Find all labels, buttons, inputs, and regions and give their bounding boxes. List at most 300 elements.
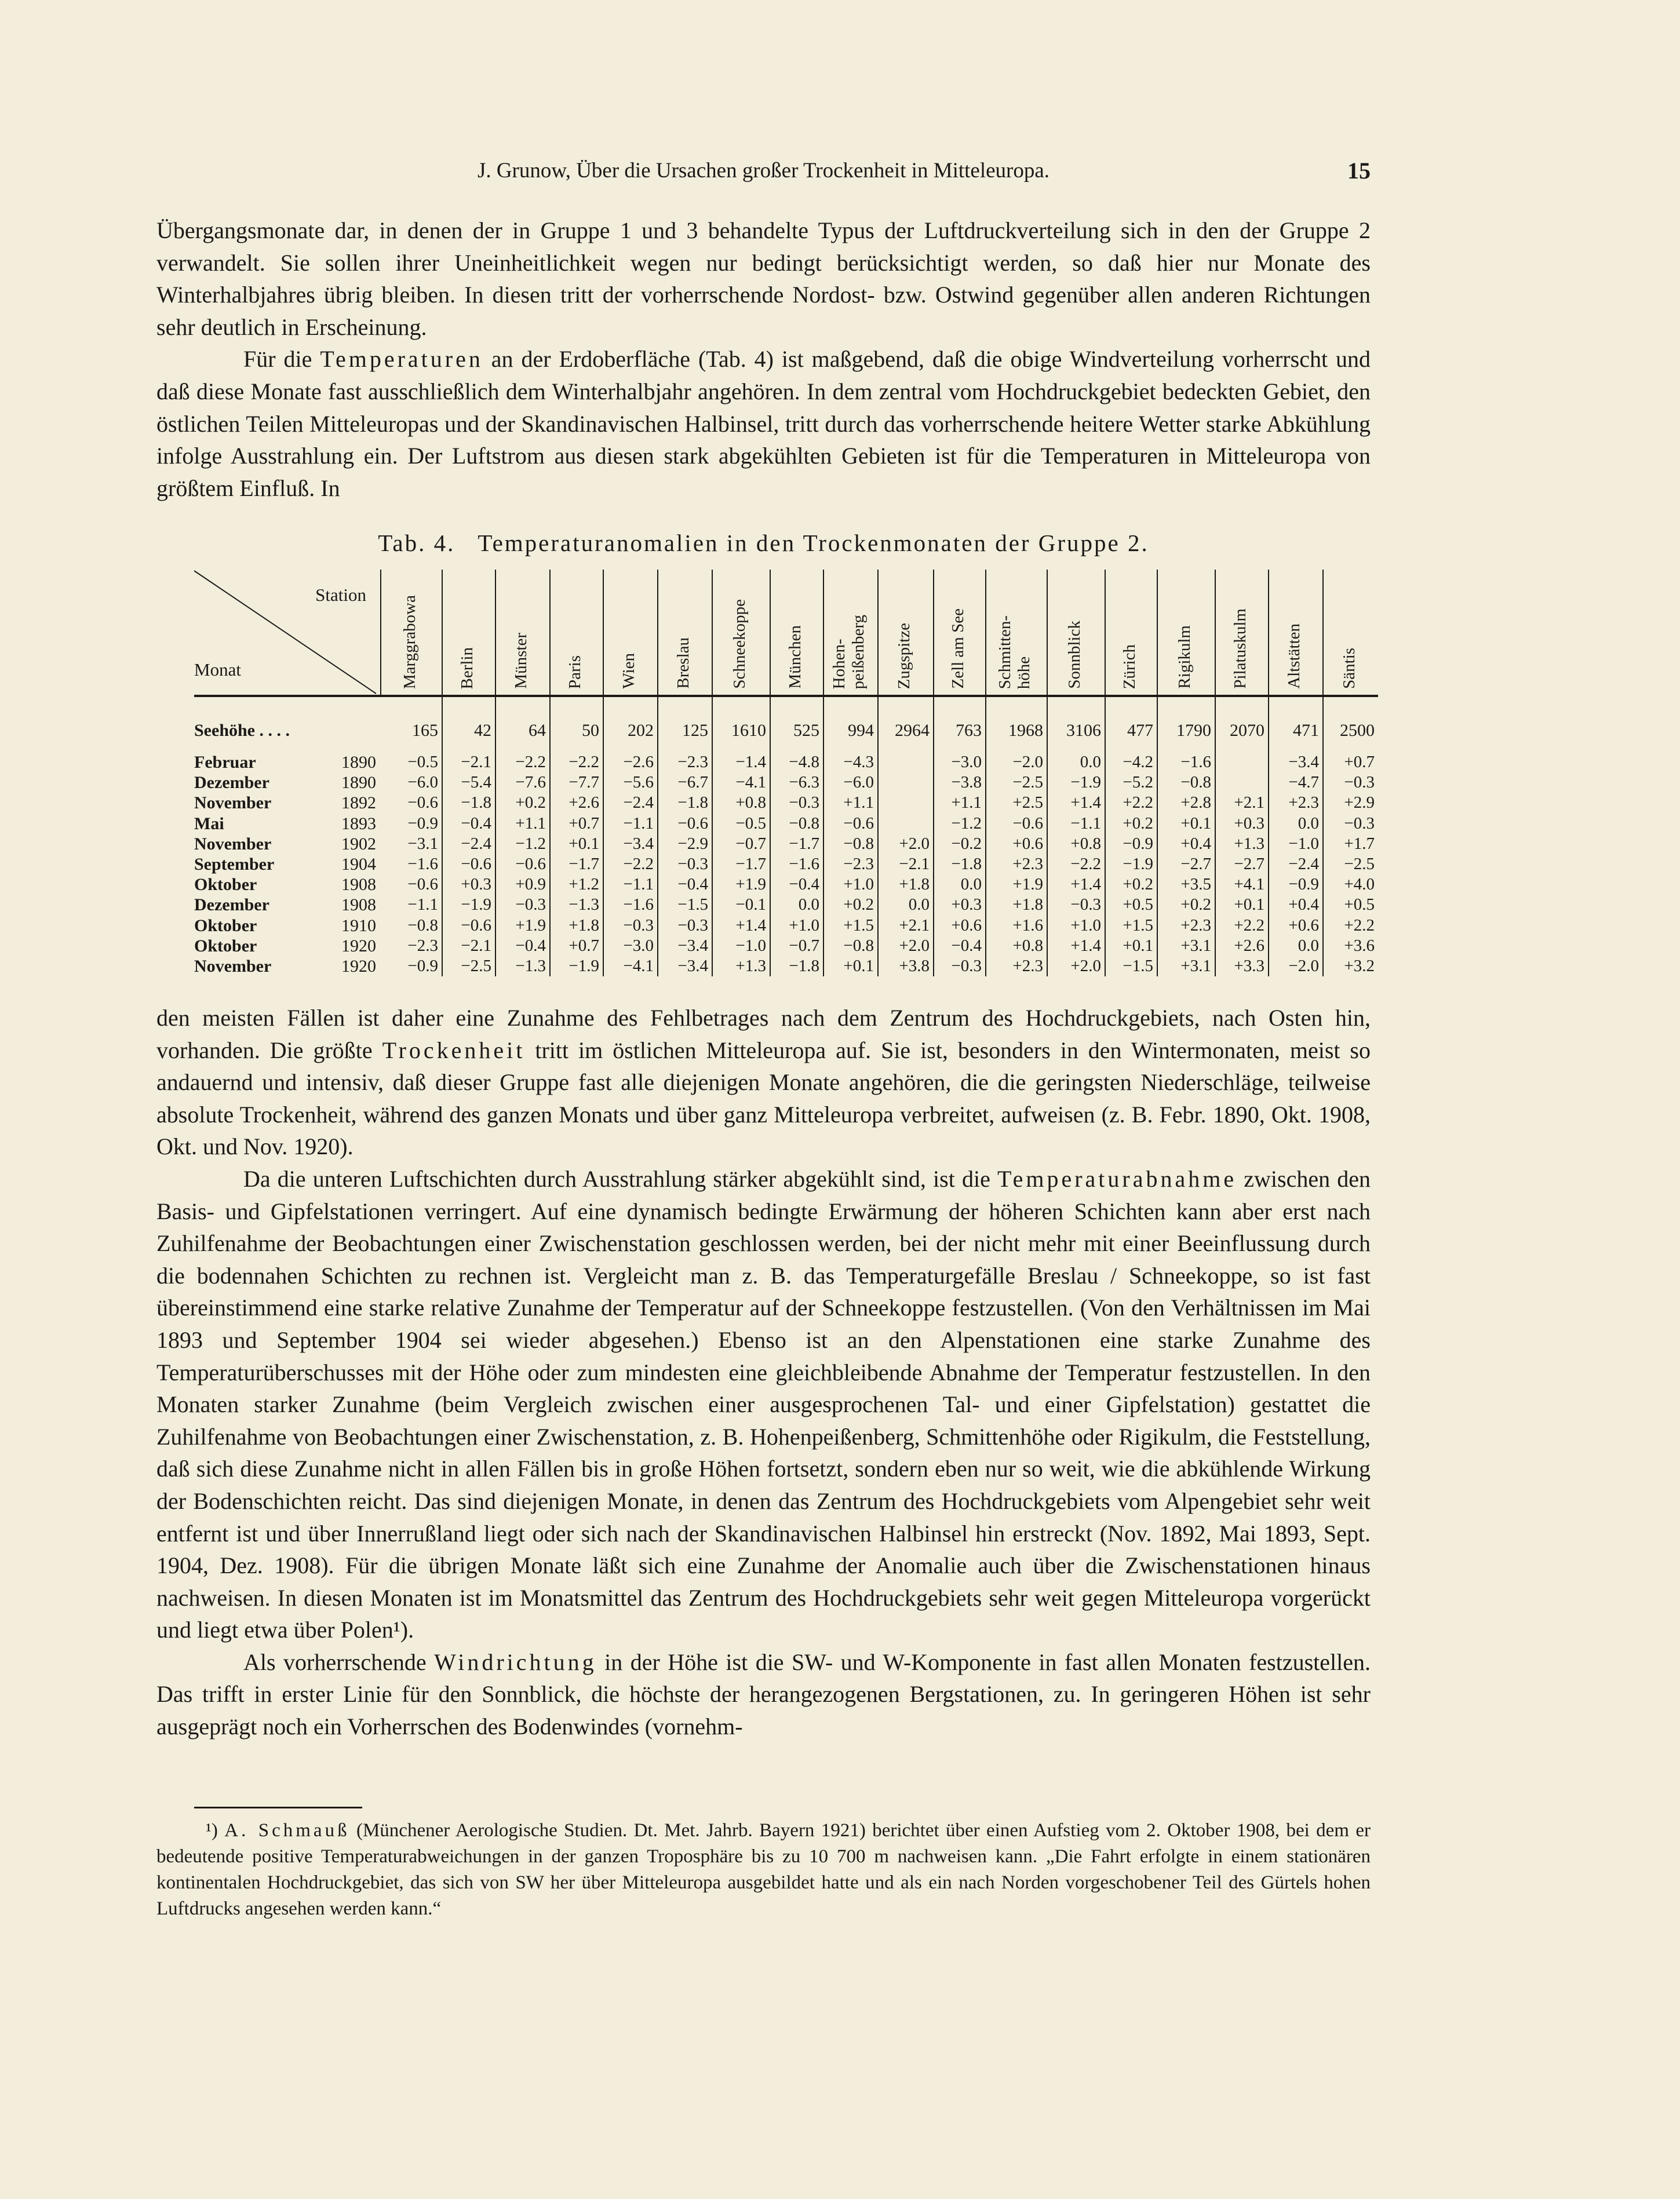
anomaly-value: −4.1 xyxy=(603,956,658,976)
elevation-value: 471 xyxy=(1269,696,1323,752)
anomaly-value: +2.2 xyxy=(1344,916,1375,935)
anomaly-value: −2.7 xyxy=(1157,854,1215,874)
elevation-value: 50 xyxy=(550,696,603,752)
spaced-term: Windrichtung xyxy=(434,1649,597,1675)
anomaly-value xyxy=(878,814,934,834)
anomaly-value: −0.3 xyxy=(1344,814,1375,833)
anomaly-value: +0.1 xyxy=(1215,895,1269,915)
anomaly-value: +0.7 xyxy=(550,814,603,834)
text-run: Übergangsmonate dar, in denen der in Gruppe 1 und 3 behandelte Typus der Luftdruckverteilung sich in den der Gruppe 2 verwandelt. Sie sollen ihrer Uneinheitlichkeit wegen nur bedingt berücksichtigt werden, so daß hier nur Monate des Winterhalbjahres übrig bleiben. In diesen tritt der vorherrschende Nordost- bzw. Ostwind gegenüber allen anderen Richtungen sehr deutlich in Erscheinung. xyxy=(156,217,1371,340)
month-label: September xyxy=(194,855,275,874)
anomaly-value: +3.3 xyxy=(1215,956,1269,976)
elevation-value: 202 xyxy=(603,696,658,752)
anomaly-value: −0.3 xyxy=(658,916,712,936)
anomaly-value: −0.3 xyxy=(770,793,823,813)
anomaly-value: −0.6 xyxy=(442,916,495,936)
anomaly-value: −2.4 xyxy=(1269,854,1323,874)
text-run: an der Erdoberfläche (Tab. 4) ist maßgebend, daß die obige Windverteilung vorherrscht und daß diese Monate fast ausschließlich dem Winterhalbjahr angehören. In dem zentral vom Hochdruckgebiet bedeckten Gebiet, den östlichen Teilen Mitteleuropas und der Skandinavischen Halbinsel, tritt durch das vorherrschende heitere Wetter starke Abkühlung infolge Ausstrahlung ein. Der Luftstrom aus diesen stark abgekühlten Gebieten ist für die Temperaturen in Mitteleuropa von größtem Einfluß. In xyxy=(156,346,1371,501)
anomaly-value: −1.1 xyxy=(603,874,658,895)
anomaly-value: +0.3 xyxy=(442,874,495,895)
elevation-value: 525 xyxy=(770,696,823,752)
elevation-value: 42 xyxy=(442,696,495,752)
table-row xyxy=(194,895,1378,915)
anomaly-value: −0.8 xyxy=(770,814,823,834)
station-header-wrap xyxy=(443,570,491,695)
footnote-marker: ¹) xyxy=(206,1820,225,1841)
anomaly-value: +0.2 xyxy=(495,793,550,813)
anomaly-value: +1.3 xyxy=(1215,834,1269,854)
text-run: zwischen den Basis- und Gipfelstationen verringert. Auf eine dynamisch bedingte Erwärmung der höheren Schichten kann aber erst nach Zuhilfenahme der Beobachtungen einer Zwischenstation geschlossen werden, bei der nicht mehr mit einer Beeinflussung durch die bodennahen Schichten zu rechnen ist. Vergleicht man z. B. das Temperaturgefälle Breslau / Schneekoppe, so ist fast übereinstimmend eine starke relative Zunahme der Temperatur auf der Schneekoppe festzustellen. (Von den Verhältnissen im Mai 1893 und September 1904 sei wieder abgesehen.) Ebenso ist an den Alpenstationen eine starke Zunahme des Temperaturüberschusses mit der Höhe oder zum mindesten eine gleichbleibende Abnahme der Temperatur festzustellen. In den Monaten starker Zunahme (beim Vergleich zwischen einer ausgesprochenen Tal- und einer Gipfelstation) gestattet die Zuhilfenahme von Beobachtungen einer Zwischenstation, z. B. Hohenpeißenberg, Schmittenhöhe oder Rigikulm, die Feststellung, daß sich diese Zunahme nicht in allen Fällen bis in große Höhen fortsetzt, sondern eben nur so weit, wie die abkühlende Wirkung der Bodenschichten reicht. Das sind diejenigen Monate, in denen das Zentrum des Hochdruckgebiets vom Alpengebiet sehr weit entfernt ist und über Innerrußland liegt oder sich nach der Skandinavischen Halbinsel hin erstreckt (Nov. 1892, Mai 1893, Sept. 1904, Dez. 1908). Für die übrigen Monate läßt sich eine Zunahme der Anomalie auch über die Zwischenstationen hinaus nachweisen. In diesen Monaten ist im Monatsmittel das Zentrum des Hochdruckgebiets sehr weit gegen Mitteleuropa vorgerückt und liegt etwa über Polen¹). xyxy=(156,1165,1371,1643)
year-label: 1908 xyxy=(341,875,376,895)
station-header xyxy=(603,570,658,696)
station-header xyxy=(495,570,550,696)
anomaly-value: +2.3 xyxy=(986,956,1047,976)
station-name: Zell am See xyxy=(948,608,967,689)
anomaly-value: +4.1 xyxy=(1215,874,1269,895)
month-label: Oktober xyxy=(194,936,257,956)
anomaly-value: −1.8 xyxy=(442,793,495,813)
anomaly-value: −0.7 xyxy=(770,936,823,956)
anomaly-value: +2.1 xyxy=(878,916,934,936)
station-header-wrap xyxy=(658,570,708,695)
paragraph xyxy=(156,214,1371,343)
table-caption-title: Temperaturanomalien in den Trockenmonaten der Gruppe 2. xyxy=(478,530,1149,556)
anomaly-value: +0.2 xyxy=(1105,874,1157,895)
anomaly-value: −6.0 xyxy=(381,772,442,793)
table-row xyxy=(194,916,1378,936)
anomaly-value: −0.6 xyxy=(823,814,878,834)
anomaly-value: −1.7 xyxy=(712,854,770,874)
anomaly-value: −1.9 xyxy=(1047,772,1105,793)
anomaly-value: −0.4 xyxy=(934,936,986,956)
anomaly-value: −0.6 xyxy=(495,854,550,874)
anomaly-value: +0.1 xyxy=(823,956,878,976)
month-label: Dezember xyxy=(194,773,269,793)
anomaly-value: −0.4 xyxy=(442,814,495,834)
anomaly-value: +1.0 xyxy=(1047,916,1105,936)
anomaly-value: +0.7 xyxy=(550,936,603,956)
anomaly-value: −6.3 xyxy=(770,772,823,793)
anomaly-value: +0.6 xyxy=(934,916,986,936)
anomaly-value: −1.2 xyxy=(934,814,986,834)
anomaly-value xyxy=(878,793,934,813)
anomaly-value: −2.1 xyxy=(442,936,495,956)
elevation-label: Seehöhe . . . . xyxy=(194,721,290,740)
anomaly-value xyxy=(1215,752,1269,772)
anomaly-value: +0.6 xyxy=(1269,916,1323,936)
month-label: Oktober xyxy=(194,875,257,895)
month-label: November xyxy=(194,834,272,854)
anomaly-value: +1.1 xyxy=(934,793,986,813)
anomaly-value: +0.8 xyxy=(1047,834,1105,854)
year-label: 1893 xyxy=(341,814,376,833)
station-header xyxy=(1105,570,1157,696)
anomaly-value: −2.6 xyxy=(603,752,658,772)
elevation-value: 1968 xyxy=(986,696,1047,752)
anomaly-value: +1.9 xyxy=(712,874,770,895)
month-label: November xyxy=(194,793,272,813)
anomaly-value: −0.8 xyxy=(381,916,442,936)
anomaly-value: +1.6 xyxy=(986,916,1047,936)
anomaly-value: −0.7 xyxy=(712,834,770,854)
text-run: den meisten Fällen ist daher eine Zunahme des Fehlbetrages nach dem Zentrum des Hochdruckgebiets, nach Osten hin, vorhanden. Die größte xyxy=(156,1005,1371,1063)
station-name: München xyxy=(785,625,804,689)
station-name: Zugspitze xyxy=(894,622,913,689)
anomaly-value: +2.1 xyxy=(1215,793,1269,813)
anomaly-value: −3.1 xyxy=(381,834,442,854)
year-label: 1902 xyxy=(341,834,376,854)
year-label: 1892 xyxy=(341,793,376,813)
anomaly-value: −1.8 xyxy=(934,854,986,874)
footnote-author: A. Schmauß xyxy=(224,1820,350,1841)
anomaly-value: +3.2 xyxy=(1344,956,1375,975)
anomaly-value: +2.9 xyxy=(1344,793,1375,812)
footnote-rule xyxy=(194,1807,362,1808)
station-name: Zürich xyxy=(1120,644,1139,689)
anomaly-value: +2.0 xyxy=(878,834,934,854)
anomaly-value: −0.6 xyxy=(658,814,712,834)
anomaly-value: −0.6 xyxy=(442,854,495,874)
body-text-top xyxy=(156,214,1371,504)
station-header xyxy=(1269,570,1323,696)
year-label: 1920 xyxy=(341,956,376,976)
anomaly-value: 0.0 xyxy=(934,874,986,895)
elevation-value: 2070 xyxy=(1215,696,1269,752)
paragraph xyxy=(156,1163,1371,1646)
text-run: in der Höhe ist die SW- und W-Komponente in fast allen Monaten festzustellen. Das trifft in erster Linie für den Sonnblick, die höchste der herangezogenen Bergstationen, zu. In geringeren Höhen ist sehr ausgeprägt noch ein Vorherrschen des Bodenwindes (vornehm- xyxy=(156,1649,1371,1740)
anomaly-value: +0.1 xyxy=(550,834,603,854)
anomaly-value: +2.6 xyxy=(550,793,603,813)
elevation-value: 125 xyxy=(658,696,712,752)
station-header xyxy=(658,570,712,696)
station-header xyxy=(986,570,1047,696)
anomaly-value: −0.8 xyxy=(823,936,878,956)
table-caption xyxy=(156,528,1371,557)
anomaly-value: −4.2 xyxy=(1105,752,1157,772)
anomaly-value: +1.4 xyxy=(1047,936,1105,956)
anomaly-value: −0.3 xyxy=(658,854,712,874)
station-name: Hohen- peißenberg xyxy=(830,614,868,689)
station-name: Paris xyxy=(565,655,584,689)
table-row xyxy=(194,854,1378,874)
station-header-wrap xyxy=(934,570,982,695)
anomaly-value: +0.8 xyxy=(986,936,1047,956)
anomaly-value xyxy=(1215,772,1269,793)
anomaly-value: −2.5 xyxy=(1344,855,1375,874)
station-name: Breslau xyxy=(673,637,693,689)
anomaly-value: −3.4 xyxy=(658,956,712,976)
year-label: 1920 xyxy=(341,936,376,956)
anomaly-value: +1.9 xyxy=(986,874,1047,895)
anomaly-value: −2.2 xyxy=(1047,854,1105,874)
elevation-value: 64 xyxy=(495,696,550,752)
anomaly-value: +3.1 xyxy=(1157,956,1215,976)
anomaly-value: −1.7 xyxy=(550,854,603,874)
station-header xyxy=(1215,570,1269,696)
anomaly-value: +0.4 xyxy=(1157,834,1215,854)
anomaly-value: +2.5 xyxy=(986,793,1047,813)
anomaly-value: 0.0 xyxy=(1047,752,1105,772)
anomaly-value: −2.0 xyxy=(986,752,1047,772)
elevation-row xyxy=(194,696,1378,752)
anomaly-value: −1.0 xyxy=(712,936,770,956)
anomaly-value: −5.4 xyxy=(442,772,495,793)
anomaly-value: −3.0 xyxy=(603,936,658,956)
elevation-value: 994 xyxy=(823,696,878,752)
table-row xyxy=(194,752,1378,772)
anomaly-value: +1.2 xyxy=(550,874,603,895)
anomaly-value: +0.1 xyxy=(1157,814,1215,834)
station-header xyxy=(1047,570,1105,696)
anomaly-value: −2.5 xyxy=(986,772,1047,793)
table-row xyxy=(194,814,1378,834)
table-row xyxy=(194,936,1378,956)
text-run: Als vorherrschende xyxy=(243,1649,435,1675)
anomaly-value xyxy=(878,752,934,772)
month-label: Mai xyxy=(194,814,224,833)
station-header xyxy=(442,570,495,696)
anomaly-value: −0.4 xyxy=(658,874,712,895)
anomaly-value: +2.0 xyxy=(878,936,934,956)
anomaly-value: +3.1 xyxy=(1157,936,1215,956)
anomaly-value: +2.3 xyxy=(1269,793,1323,813)
station-header xyxy=(550,570,603,696)
temperature-anomaly-table xyxy=(194,570,1378,976)
footnote xyxy=(156,1818,1371,1922)
anomaly-value: −2.4 xyxy=(603,793,658,813)
anomaly-value: +2.0 xyxy=(1047,956,1105,976)
anomaly-value: −2.7 xyxy=(1215,854,1269,874)
station-name: Marggrabowa xyxy=(400,595,419,689)
anomaly-value: −4.3 xyxy=(823,752,878,772)
elevation-value: 1790 xyxy=(1157,696,1215,752)
anomaly-value: −0.3 xyxy=(934,956,986,976)
month-label: November xyxy=(194,956,272,976)
anomaly-value: +2.3 xyxy=(1157,916,1215,936)
station-header-wrap xyxy=(879,570,930,695)
elevation-value: 1610 xyxy=(712,696,770,752)
anomaly-value: −1.9 xyxy=(550,956,603,976)
station-header-wrap xyxy=(771,570,819,695)
elevation-value: 2964 xyxy=(878,696,934,752)
anomaly-value: −2.0 xyxy=(1269,956,1323,976)
anomaly-value: −1.3 xyxy=(550,895,603,915)
anomaly-value: +1.0 xyxy=(823,874,878,895)
table-caption-prefix: Tab. 4. xyxy=(378,530,455,556)
anomaly-value: +1.0 xyxy=(770,916,823,936)
anomaly-value: −2.3 xyxy=(658,752,712,772)
anomaly-value: −1.5 xyxy=(658,895,712,915)
station-header xyxy=(1157,570,1215,696)
anomaly-value: +1.1 xyxy=(495,814,550,834)
anomaly-value: −0.8 xyxy=(1157,772,1215,793)
table-row xyxy=(194,956,1378,976)
text-run: (Münchener Aerologische Studien. Dt. Met. Jahrb. Bayern 1921) berichtet über einen Aufstieg vom 2. Oktober 1908, bei dem er bedeutende positive Temperaturabweichungen in der ganzen Troposphäre bis zu 10 700 m nachweisen kann. „Die Fahrt erfolgte in einem stationären kontinentalen Hochdruckgebiet, das sich von SW her über Mitteleuropa ausgebildet hatte und als ein nach Norden vorgeschobener Teil des Gürtels hohen Luftdrucks angesehen werden kann.“ xyxy=(156,1820,1371,1919)
anomaly-value: +2.2 xyxy=(1215,916,1269,936)
anomaly-value: +1.1 xyxy=(823,793,878,813)
year-label: 1910 xyxy=(341,916,376,935)
paragraph xyxy=(156,1002,1371,1163)
anomaly-value: 0.0 xyxy=(1269,814,1323,834)
anomaly-value: −0.6 xyxy=(381,793,442,813)
text-run: Da die unteren Luftschichten durch Ausstrahlung stärker abgekühlt sind, ist die xyxy=(243,1165,997,1192)
station-name: Schmitten- höhe xyxy=(996,615,1033,689)
table-header-row xyxy=(194,570,1378,696)
anomaly-value: +0.9 xyxy=(495,874,550,895)
year-label: 1908 xyxy=(341,895,376,915)
elevation-value: 477 xyxy=(1105,696,1157,752)
text-run: Für die xyxy=(243,346,320,373)
spaced-term: Temperaturabnahme xyxy=(997,1165,1237,1192)
spaced-term: Temperaturen xyxy=(320,346,483,373)
anomaly-value: −0.9 xyxy=(1105,834,1157,854)
spaced-term: Trockenheit xyxy=(382,1037,526,1063)
station-header-wrap xyxy=(1106,570,1153,695)
anomaly-value: −2.1 xyxy=(878,854,934,874)
station-header-wrap xyxy=(986,570,1043,695)
anomaly-value: −1.2 xyxy=(495,834,550,854)
anomaly-value: −3.8 xyxy=(934,772,986,793)
anomaly-value: −1.6 xyxy=(603,895,658,915)
anomaly-value: +2.8 xyxy=(1157,793,1215,813)
station-name: Schneekoppe xyxy=(730,599,749,689)
station-name: Altstätten xyxy=(1284,623,1303,689)
station-name: Sonnblick xyxy=(1065,621,1084,689)
elevation-value: 2500 xyxy=(1340,721,1375,740)
anomaly-value: −4.1 xyxy=(712,772,770,793)
station-header-wrap xyxy=(604,570,654,695)
anomaly-value: +0.6 xyxy=(986,834,1047,854)
anomaly-value: +1.8 xyxy=(986,895,1047,915)
station-header-wrap xyxy=(551,570,599,695)
station-header xyxy=(878,570,934,696)
station-header-wrap xyxy=(824,570,874,695)
anomaly-value: +0.3 xyxy=(1215,814,1269,834)
footnote-text xyxy=(156,1818,1371,1922)
year-label: 1890 xyxy=(341,773,376,793)
anomaly-value: −0.9 xyxy=(381,956,442,976)
text-run: tritt im östlichen Mitteleuropa auf. Sie ist, besonders in den Wintermonaten, meist so andauernd und intensiv, daß dieser Gruppe fast alle diejenigen Monate angehören, die die geringsten Niederschläge, teilweise absolute Trockenheit, während des ganzen Monats und über ganz Mitteleuropa verbreitet, aufweisen (z. B. Febr. 1890, Okt. 1908, Okt. und Nov. 1920). xyxy=(156,1037,1371,1160)
anomaly-value: +0.8 xyxy=(712,793,770,813)
anomaly-value: +0.2 xyxy=(1157,895,1215,915)
month-label: Oktober xyxy=(194,916,257,935)
anomaly-value: +2.3 xyxy=(986,854,1047,874)
anomaly-value: −0.1 xyxy=(712,895,770,915)
anomaly-value: +0.2 xyxy=(1105,814,1157,834)
paragraph xyxy=(156,1646,1371,1743)
anomaly-value: −0.3 xyxy=(1344,773,1375,792)
station-header xyxy=(770,570,823,696)
anomaly-value: +4.0 xyxy=(1344,875,1375,894)
anomaly-value: +0.3 xyxy=(934,895,986,915)
anomaly-value: +0.5 xyxy=(1344,895,1375,914)
anomaly-value: −0.3 xyxy=(603,916,658,936)
elevation-value: 3106 xyxy=(1047,696,1105,752)
anomaly-value: +3.5 xyxy=(1157,874,1215,895)
anomaly-value: −0.4 xyxy=(495,936,550,956)
anomaly-value: −0.3 xyxy=(1047,895,1105,915)
anomaly-value: −4.8 xyxy=(770,752,823,772)
anomaly-value: −0.4 xyxy=(770,874,823,895)
anomaly-value: 0.0 xyxy=(770,895,823,915)
anomaly-value: +1.5 xyxy=(1105,916,1157,936)
table-row xyxy=(194,772,1378,793)
anomaly-value: −0.6 xyxy=(381,874,442,895)
anomaly-value: −2.9 xyxy=(658,834,712,854)
anomaly-value xyxy=(878,772,934,793)
anomaly-value: +1.5 xyxy=(823,916,878,936)
station-header-wrap xyxy=(1269,570,1319,695)
year-label: 1890 xyxy=(341,753,376,772)
page-number: 15 xyxy=(1347,158,1371,184)
anomaly-value: −7.6 xyxy=(495,772,550,793)
anomaly-value: −2.3 xyxy=(381,936,442,956)
anomaly-value: +1.4 xyxy=(1047,793,1105,813)
anomaly-value: −2.2 xyxy=(603,854,658,874)
anomaly-value: −1.6 xyxy=(381,854,442,874)
anomaly-value: +3.8 xyxy=(878,956,934,976)
anomaly-value: −0.8 xyxy=(823,834,878,854)
anomaly-value: −2.1 xyxy=(442,752,495,772)
running-title: J. Grunow, Über die Ursachen großer Trockenheit in Mitteleuropa. xyxy=(477,159,1050,183)
anomaly-value: −0.9 xyxy=(381,814,442,834)
month-label: Februar xyxy=(194,753,256,772)
anomaly-value: −1.8 xyxy=(658,793,712,813)
table-corner xyxy=(194,570,381,696)
anomaly-value: −2.3 xyxy=(823,854,878,874)
anomaly-value: −1.7 xyxy=(770,834,823,854)
anomaly-value: −1.1 xyxy=(603,814,658,834)
anomaly-value: −0.5 xyxy=(381,752,442,772)
anomaly-value: +0.4 xyxy=(1269,895,1323,915)
station-header-wrap xyxy=(381,570,438,695)
anomaly-value: −3.0 xyxy=(934,752,986,772)
anomaly-value: −0.3 xyxy=(495,895,550,915)
anomaly-value: −3.4 xyxy=(603,834,658,854)
anomaly-value: −0.2 xyxy=(934,834,986,854)
anomaly-value: −1.1 xyxy=(1047,814,1105,834)
anomaly-value: +0.7 xyxy=(1344,753,1375,772)
station-header-wrap xyxy=(1158,570,1211,695)
anomaly-value: −1.6 xyxy=(1157,752,1215,772)
anomaly-value: 0.0 xyxy=(1269,936,1323,956)
table-row xyxy=(194,834,1378,854)
anomaly-value: −1.4 xyxy=(712,752,770,772)
anomaly-value: +2.2 xyxy=(1105,793,1157,813)
station-header xyxy=(381,570,442,696)
elevation-value: 763 xyxy=(934,696,986,752)
anomaly-value: −1.1 xyxy=(381,895,442,915)
anomaly-value: −0.5 xyxy=(712,814,770,834)
station-name: Säntis xyxy=(1339,648,1358,689)
station-header-wrap xyxy=(1216,570,1264,695)
anomaly-value: +0.1 xyxy=(1105,936,1157,956)
anomaly-value: +1.9 xyxy=(495,916,550,936)
anomaly-value: +1.4 xyxy=(712,916,770,936)
station-name: Pilatuskulm xyxy=(1230,608,1249,689)
anomaly-value: −0.9 xyxy=(1269,874,1323,895)
station-header-wrap xyxy=(713,570,766,695)
corner-station-label: Station xyxy=(315,585,366,605)
paragraph xyxy=(156,343,1371,504)
anomaly-value: +0.5 xyxy=(1105,895,1157,915)
table-row xyxy=(194,874,1378,895)
anomaly-value: −6.0 xyxy=(823,772,878,793)
anomaly-value: −1.3 xyxy=(495,956,550,976)
station-header-wrap xyxy=(1048,570,1101,695)
station-header-wrap xyxy=(1324,570,1375,695)
anomaly-value: −5.6 xyxy=(603,772,658,793)
